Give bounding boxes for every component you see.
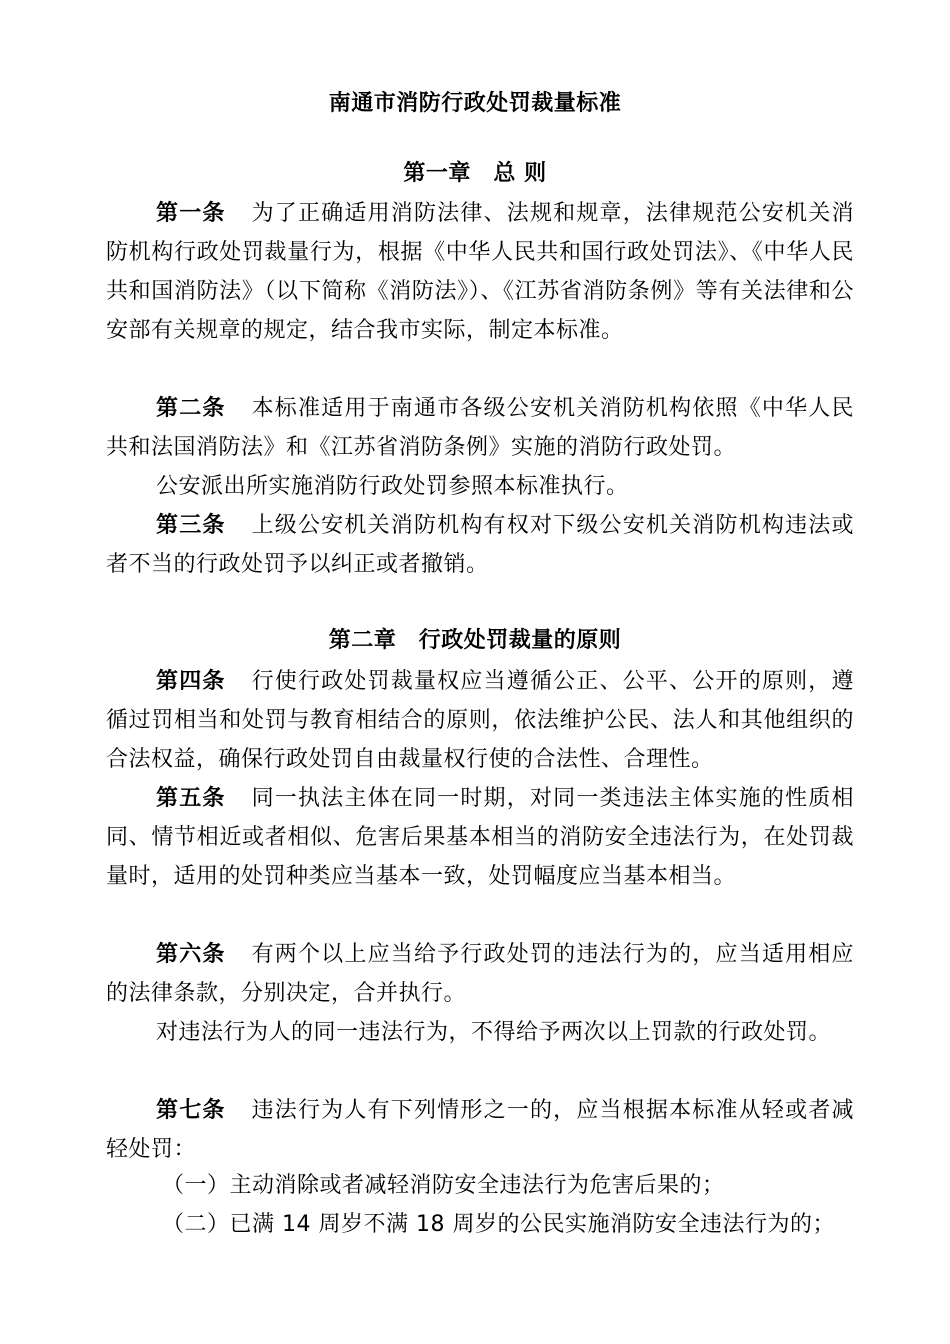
article-7-item-2: （二）已满 14 周岁不满 18 周岁的公民实施消防安全违法行为的； <box>162 1212 835 1237</box>
article-1 <box>106 194 854 350</box>
article-7-label: 第七条 <box>156 1098 226 1123</box>
chapter-heading-1: 第一章 总 则 <box>403 161 547 186</box>
article-3-label: 第三条 <box>156 513 226 538</box>
article-5-text: 同一执法主体在同一时期，对同一类违法主体实施的性质相同、情节相近或者相似、危害后果基本相当的消防安全违法行为，在处罚裁量时，适用的处罚种类应当基本一致，处罚幅度应当基本相当。 <box>106 786 854 889</box>
article-5-label: 第五条 <box>156 786 226 811</box>
article-5 <box>106 779 854 896</box>
article-2-text: 本标准适用于南通市各级公安机关消防机构依照《中华人民共和法国消防法》和《江苏省消防条例》实施的消防行政处罚。 <box>106 396 854 460</box>
article-4-label: 第四条 <box>156 669 226 694</box>
article-3 <box>106 506 854 584</box>
article-6-label: 第六条 <box>156 942 226 967</box>
article-2-paragraph-2: 公安派出所实施消防行政处罚参照本标准执行。 <box>156 474 629 499</box>
article-2-label: 第二条 <box>156 396 226 421</box>
article-6 <box>106 935 854 1013</box>
article-1-label: 第一条 <box>156 201 226 226</box>
article-6-text: 有两个以上应当给予行政处罚的违法行为的，应当适用相应的法律条款，分别决定，合并执行。 <box>106 942 854 1006</box>
article-2 <box>106 389 854 467</box>
article-7-text: 违法行为人有下列情形之一的，应当根据本标准从轻或者减轻处罚： <box>106 1098 854 1162</box>
article-4-text: 行使行政处罚裁量权应当遵循公正、公平、公开的原则，遵循过罚相当和处罚与教育相结合的原则，依法维护公民、法人和其他组织的合法权益，确保行政处罚自由裁量权行使的合法性、合理性。 <box>106 669 854 772</box>
document-title: 南通市消防行政处罚裁量标准 <box>328 91 622 116</box>
article-6-paragraph-2: 对违法行为人的同一违法行为，不得给予两次以上罚款的行政处罚。 <box>156 1020 832 1045</box>
article-3-text: 上级公安机关消防机构有权对下级公安机关消防机构违法或者不当的行政处罚予以纠正或者撤销。 <box>106 513 854 577</box>
article-7-item-1: （一）主动消除或者减轻消防安全违法行为危害后果的； <box>162 1173 725 1198</box>
article-1-text: 为了正确适用消防法律、法规和规章，法律规范公安机关消防机构行政处罚裁量行为，根据《中华人民共和国行政处罚法》、《中华人民共和国消防法》（以下简称《消防法》）、《江苏省消防条例》等有关法律和公安部有关规章的规定，结合我市实际，制定本标准。 <box>106 201 854 343</box>
article-7 <box>106 1091 854 1169</box>
chapter-heading-2: 第二章 行政处罚裁量的原则 <box>328 628 622 653</box>
article-4 <box>106 662 854 779</box>
